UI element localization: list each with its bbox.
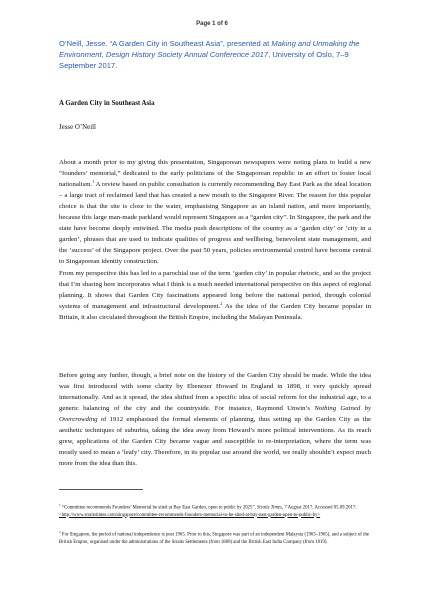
footnote-1-text-a: “Committee recommends Founders’ Memorial be sited at Bay East Garden, open to public by 2025”, xyxy=(60,505,257,511)
footnote-2-number: 2 xyxy=(59,530,61,534)
footnote-2 xyxy=(59,532,371,546)
citation-suffix: , University of Oslo, 7–9 September 2017. xyxy=(59,49,349,70)
paragraph-3-text-a: Before going any further, though, a brief note on the history of the Garden City should be made. While the idea was first introduced with some clarity by Ebenezer Howard in England in 1898, it very quickly spread internationally. And as it spread, the idea shifted from a specific idea of social reform for the industrial age, to a generic balancing of the city and the countryside. For instance, Raymond Unwin’s xyxy=(59,372,371,412)
citation-conference-title: Making and Unmaking the Environment, Design History Society Annual Conference 2017 xyxy=(59,39,360,59)
citation-prefix: O’Neill, Jesse. “A Garden City in Southeast Asia”, presented at xyxy=(59,39,272,48)
paragraph-1-text-b: A review based on public consultation is currently recommending Bay East Park as the ideal location – a large tract of reclaimed land that has created a new mouth to the Singapore River. The reason for this popular choice is that the site is close to the water, emphasising Singapore as an island nation, and more importantly, because this large man-made parkland would represent Singapore as a “garden city”. In Singapore, the park and the state have become deeply entwined. The media push descriptions of the country as a ‘garden city’ or ‘city in a garden’, phrases that are used to indicate qualities of progress and wellbeing, benevolent state management, and the ‘success’ of the Singapore project. Over the past 50 years, policies environmental control have become central to Singaporean identity construction. xyxy=(59,181,371,265)
footnote-ref-2[interactable]: 2 xyxy=(220,300,223,306)
citation-header xyxy=(59,39,379,71)
paragraph-1-text-a: About a month prior to my giving this presentation, Singaporean newspapers were noting plans to build a new “founders’ memorial,” dedicated to the early politicians of the Singaporean republic in an effort to foster local nationalism. xyxy=(59,159,371,188)
footnote-1-text-b: , 7 August 2017. Accessed 05.09.2017. xyxy=(281,505,357,511)
paragraph-3-book-title: Nothing Gained by Overcrowding xyxy=(59,405,371,423)
footnote-ref-1[interactable]: 1 xyxy=(92,178,95,184)
footnote-divider xyxy=(59,489,143,490)
paragraph-2-text-a: From my perspective this has led to a parochial use of the term ‘garden city’ in popular rhetoric, and so the project that I’m sharing here incorporates what I think is a much needed international perspective on this aspect of regional planning. It shows that Garden City fascinations appeared long before the national period, through colonial systems of management and infrastructural development. xyxy=(59,270,371,310)
footnote-2-text-a: For Singapore, the period of national independence is post 1965. Prior to this, Singapore was part of an independent Malaysia (1963–1965), and a subject of the British Empire, organised under the administrations of the Straits Settlements (from 1868) and the British East India Company (from 1819). xyxy=(59,532,369,545)
paragraph-2-text-b: As the idea of the Garden City became popular in Britain, it also circulated throughout the British Empire, including the Malayan Peninsula. xyxy=(59,303,371,321)
paragraph-3 xyxy=(59,370,371,469)
footnote-1-number: 1 xyxy=(59,503,61,507)
footnote-1-link[interactable]: <http://www.straitstimes.com/singapore/committee-recommends-founders-memorial-to-be-sited-at-bay-east-garden-open-to-public-by> xyxy=(59,512,321,518)
page-number: Page 1 of 6 xyxy=(196,21,228,27)
footnote-1 xyxy=(59,505,371,519)
paragraph-2 xyxy=(59,268,371,323)
article-author: Jesse O’Neill xyxy=(59,124,96,131)
footnote-1-source: Straits Times xyxy=(256,505,282,511)
paragraph-3-text-b: of 1912 emphasised the formal elements of planning, thus setting up the Garden City as the aesthetic techniques of suburbia, taking the idea away from Howard’s more political interventions. As its reach grew, applications of the Garden City became vague and susceptible to re-interpretation, where the term was mostly used to mean a ‘leafy’ city. Therefore, in its popular use around the world, we really shouldn’t expect much more from the idea than this. xyxy=(59,416,371,467)
article-title: A Garden City in Southeast Asia xyxy=(59,100,155,107)
